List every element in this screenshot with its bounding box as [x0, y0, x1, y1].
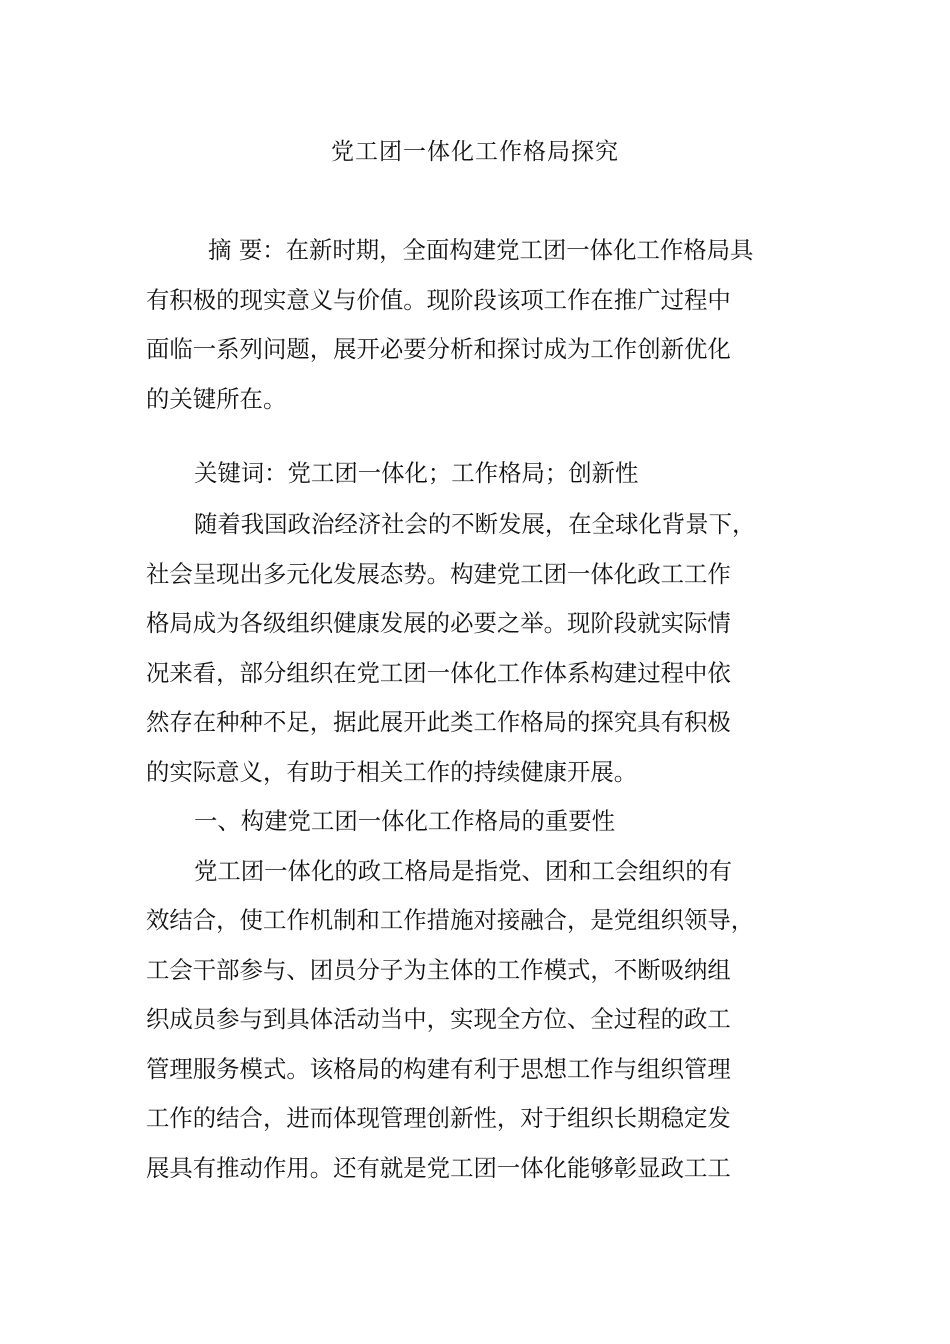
section-heading: [146, 797, 810, 847]
paragraph-line: 管理服务模式。该格局的构建有利于思想工作与组织管理: [146, 1054, 731, 1083]
paragraph-line: 效结合，使工作机制和工作措施对接融合，是党组织领导，: [146, 906, 755, 934]
paragraph-line: 织成员参与到具体活动当中，实现全方位、全过程的政工: [146, 1005, 731, 1033]
abstract-line: 的关键所在。: [146, 384, 287, 413]
paragraph-line: 随着我国政治经济社会的不断发展，在全球化背景下，: [194, 510, 756, 538]
body-text: [146, 500, 810, 1193]
paragraph-line: 然存在种种不足，据此展开此类工作格局的探究具有积极: [146, 708, 731, 736]
document-title: 党工团一体化工作格局探究: [331, 139, 619, 165]
section-heading-text: 一、构建党工团一体化工作格局的重要性: [194, 807, 616, 835]
paragraph-line: 展具有推动作用。还有就是党工团一体化能够彰显政工工: [146, 1153, 731, 1182]
abstract-line: 面临一系列问题，展开必要分析和探讨成为工作创新优化: [146, 335, 731, 363]
paragraph-line: 工作的结合，进而体现管理创新性，对于组织长期稳定发: [146, 1104, 731, 1132]
paragraph-line: 社会呈现出多元化发展态势。构建党工团一体化政工工作: [146, 559, 731, 588]
paragraph-line: 党工团一体化的政工格局是指党、团和工会组织的有: [194, 856, 732, 885]
paragraph-line: 况来看，部分组织在党工团一体化工作体系构建过程中依: [146, 658, 731, 687]
paragraph-line: 工会干部参与、团员分子为主体的工作模式，不断吸纳组: [146, 955, 731, 984]
paragraph-intro: [146, 500, 810, 797]
paragraph-line: 格局成为各级组织健康发展的必要之举。现阶段就实际情: [146, 609, 731, 637]
abstract: [146, 226, 810, 424]
abstract-line: 摘 要：在新时期，全面构建党工团一体化工作格局具: [208, 236, 754, 264]
paragraph-section-1: [146, 847, 810, 1194]
paragraph-line: 的实际意义，有助于相关工作的持续健康开展。: [146, 757, 638, 786]
keywords: 关键词：党工团一体化；工作格局；创新性: [194, 459, 639, 487]
abstract-line: 有积极的现实意义与价值。现阶段该项工作在推广过程中: [146, 285, 731, 314]
